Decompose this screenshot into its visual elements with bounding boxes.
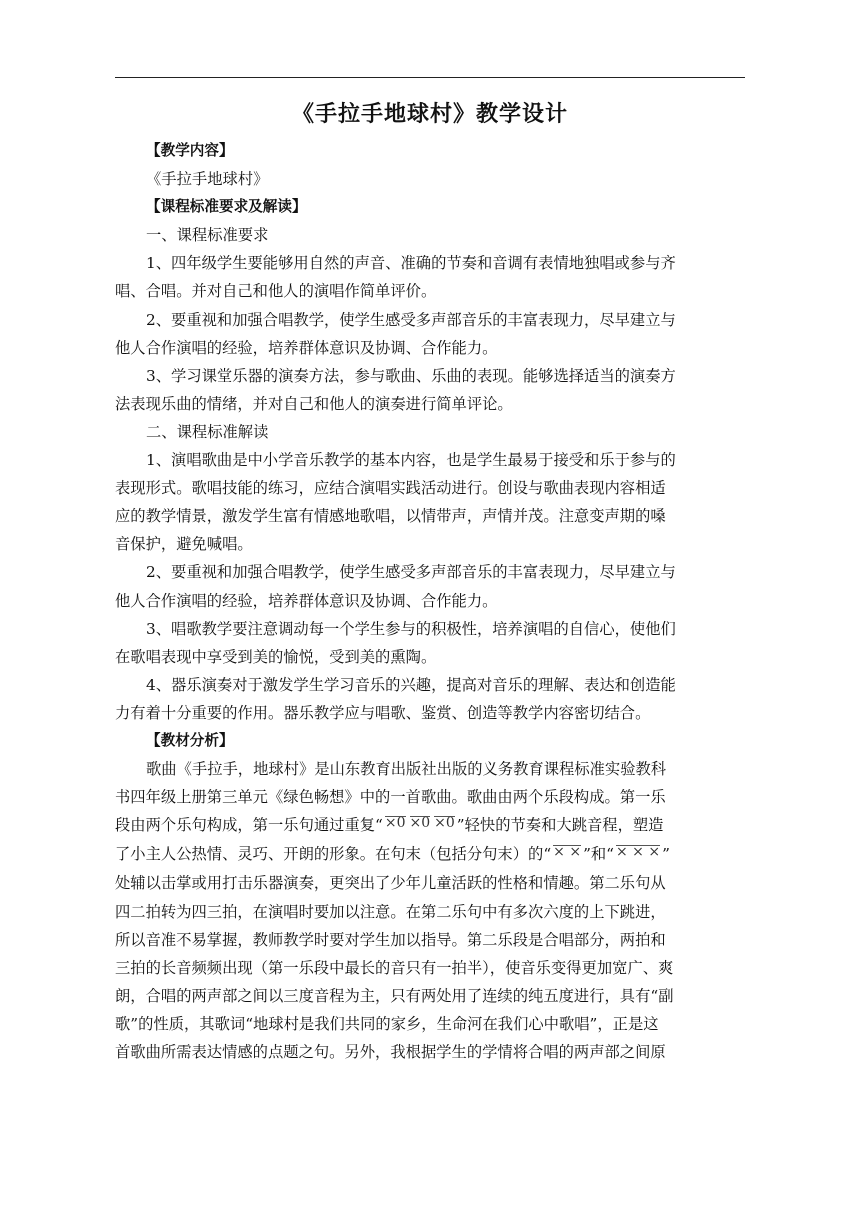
- rhythm-figure: × ×: [553, 844, 582, 861]
- paragraph-line: 4、器乐演奏对于激发学生学习音乐的兴趣，提高对音乐的理解、表达和创造能: [146, 675, 676, 694]
- paragraph-line: 他人合作演唱的经验，培养群体意识及协调、合作能力。: [115, 338, 498, 357]
- paragraph-line: 朗，合唱的两声部之间以三度音程为主，只有两处用了连续的纯五度进行，具有“副: [115, 986, 674, 1005]
- paragraph-line: 应的教学情景，激发学生富有情感地歌唱，以情带声，声情并茂。注意变声期的嗓: [115, 507, 666, 526]
- text-span: ”: [662, 845, 670, 864]
- rhythm-notation: [383, 815, 457, 831]
- text-span: ”轻快的节奏和大跳音程，塑造: [456, 816, 664, 835]
- paragraph-line: 歌”的性质，其歌词“地球村是我们共同的家乡，生命河在我们心中歌唱”，正是这: [115, 1014, 659, 1033]
- paragraph-line-with-rhythm: [115, 840, 745, 869]
- text-span: 了小主人公热情、灵巧、开朗的形象。在句末（包括分句末）的“: [115, 845, 552, 864]
- paragraph-line: 音保护，避免喊唱。: [115, 535, 253, 554]
- paragraph-line: 在歌唱表现中享受到美的愉悦，受到美的熏陶。: [115, 647, 437, 666]
- section-heading-content: 【教学内容】: [146, 142, 234, 159]
- paragraph-line: 2、要重视和加强合唱教学，使学生感受多声部音乐的丰富表现力，尽早建立与: [146, 563, 676, 582]
- paragraph-line: 四二拍转为四三拍，在演唱时要加以注意。在第二乐句中有多次六度的上下跳进，: [115, 902, 666, 921]
- subheading-standards-interpretation: 二、课程标准解读: [146, 422, 269, 441]
- paragraph-line: 3、学习课堂乐器的演奏方法，参与歌曲、乐曲的表现。能够选择适当的演奏方: [146, 366, 676, 385]
- section-heading-standards: 【课程标准要求及解读】: [146, 198, 307, 216]
- paragraph-line: 三拍的长音频频出现（第一乐段中最长的音只有一拍半），使音乐变得更加宽广、爽: [115, 958, 674, 977]
- paragraph-line: 法表现乐曲的情绪，并对自己和他人的演奏进行简单评论。: [115, 394, 513, 413]
- paragraph-line: 所以音准不易掌握，教师教学时要对学生加以指导。第二乐段是合唱部分，两拍和: [115, 930, 666, 949]
- paragraph-line: 表现形式。歌唱技能的练习，应结合演唱实践活动进行。创设与歌曲表现内容相适: [115, 479, 666, 498]
- subheading-standards-requirements: 一、课程标准要求: [146, 226, 269, 245]
- rhythm-notation: [551, 844, 583, 860]
- rhythm-figure: ×0: [384, 815, 406, 832]
- paragraph-line: 力有着十分重要的作用。器乐教学应与唱歌、鉴赏、创造等教学内容密切结合。: [115, 703, 651, 722]
- paragraph-line: 唱、合唱。并对自己和他人的演唱作简单评价。: [115, 282, 437, 301]
- rhythm-figure: × × ×: [616, 844, 661, 861]
- paragraph-line: 1、演唱歌曲是中小学音乐教学的基本内容，也是学生最易于接受和乐于参与的: [146, 451, 676, 470]
- paragraph-line: 2、要重视和加强合唱教学，使学生感受多声部音乐的丰富表现力，尽早建立与: [146, 310, 676, 329]
- paragraph-line: 3、唱歌教学要注意调动每一个学生参与的积极性，培养演唱的自信心，使他们: [146, 619, 676, 638]
- paragraph-line: 处辅以击掌或用打击乐器演奏，更突出了少年儿童活跃的性格和情趣。第二乐句从: [115, 874, 666, 893]
- text-span: 段由两个乐句构成，第一乐句通过重复“: [115, 816, 383, 835]
- paragraph-line: 首歌曲所需表达情感的点题之句。另外，我根据学生的学情将合唱的两声部之间原: [115, 1043, 666, 1061]
- paragraph-line: 他人合作演唱的经验，培养群体意识及协调、合作能力。: [115, 591, 498, 610]
- rhythm-notation: [614, 844, 662, 860]
- text-span: ”和“: [583, 845, 614, 864]
- rhythm-figure: ×0: [434, 815, 455, 832]
- header-rule: [115, 77, 745, 78]
- paragraph-line: 1、四年级学生要能够用自然的声音、准确的节奏和音调有表情地独唱或参与齐: [146, 254, 676, 273]
- content-text: 《手拉手地球村》: [146, 170, 269, 189]
- section-heading-analysis: 【教材分析】: [146, 731, 234, 749]
- document-title: 《手拉手地球村》教学设计: [291, 102, 568, 127]
- paragraph-line: 歌曲《手拉手，地球村》是山东教育出版社出版的义务教育课程标准实验教科: [146, 760, 667, 779]
- paragraph-line-with-rhythm: [115, 811, 745, 840]
- paragraph-line: 书四年级上册第三单元《绿色畅想》中的一首歌曲。歌曲由两个乐段构成。第一乐: [115, 788, 666, 807]
- rhythm-figure: ×0: [409, 815, 431, 832]
- document-body: [115, 137, 745, 1066]
